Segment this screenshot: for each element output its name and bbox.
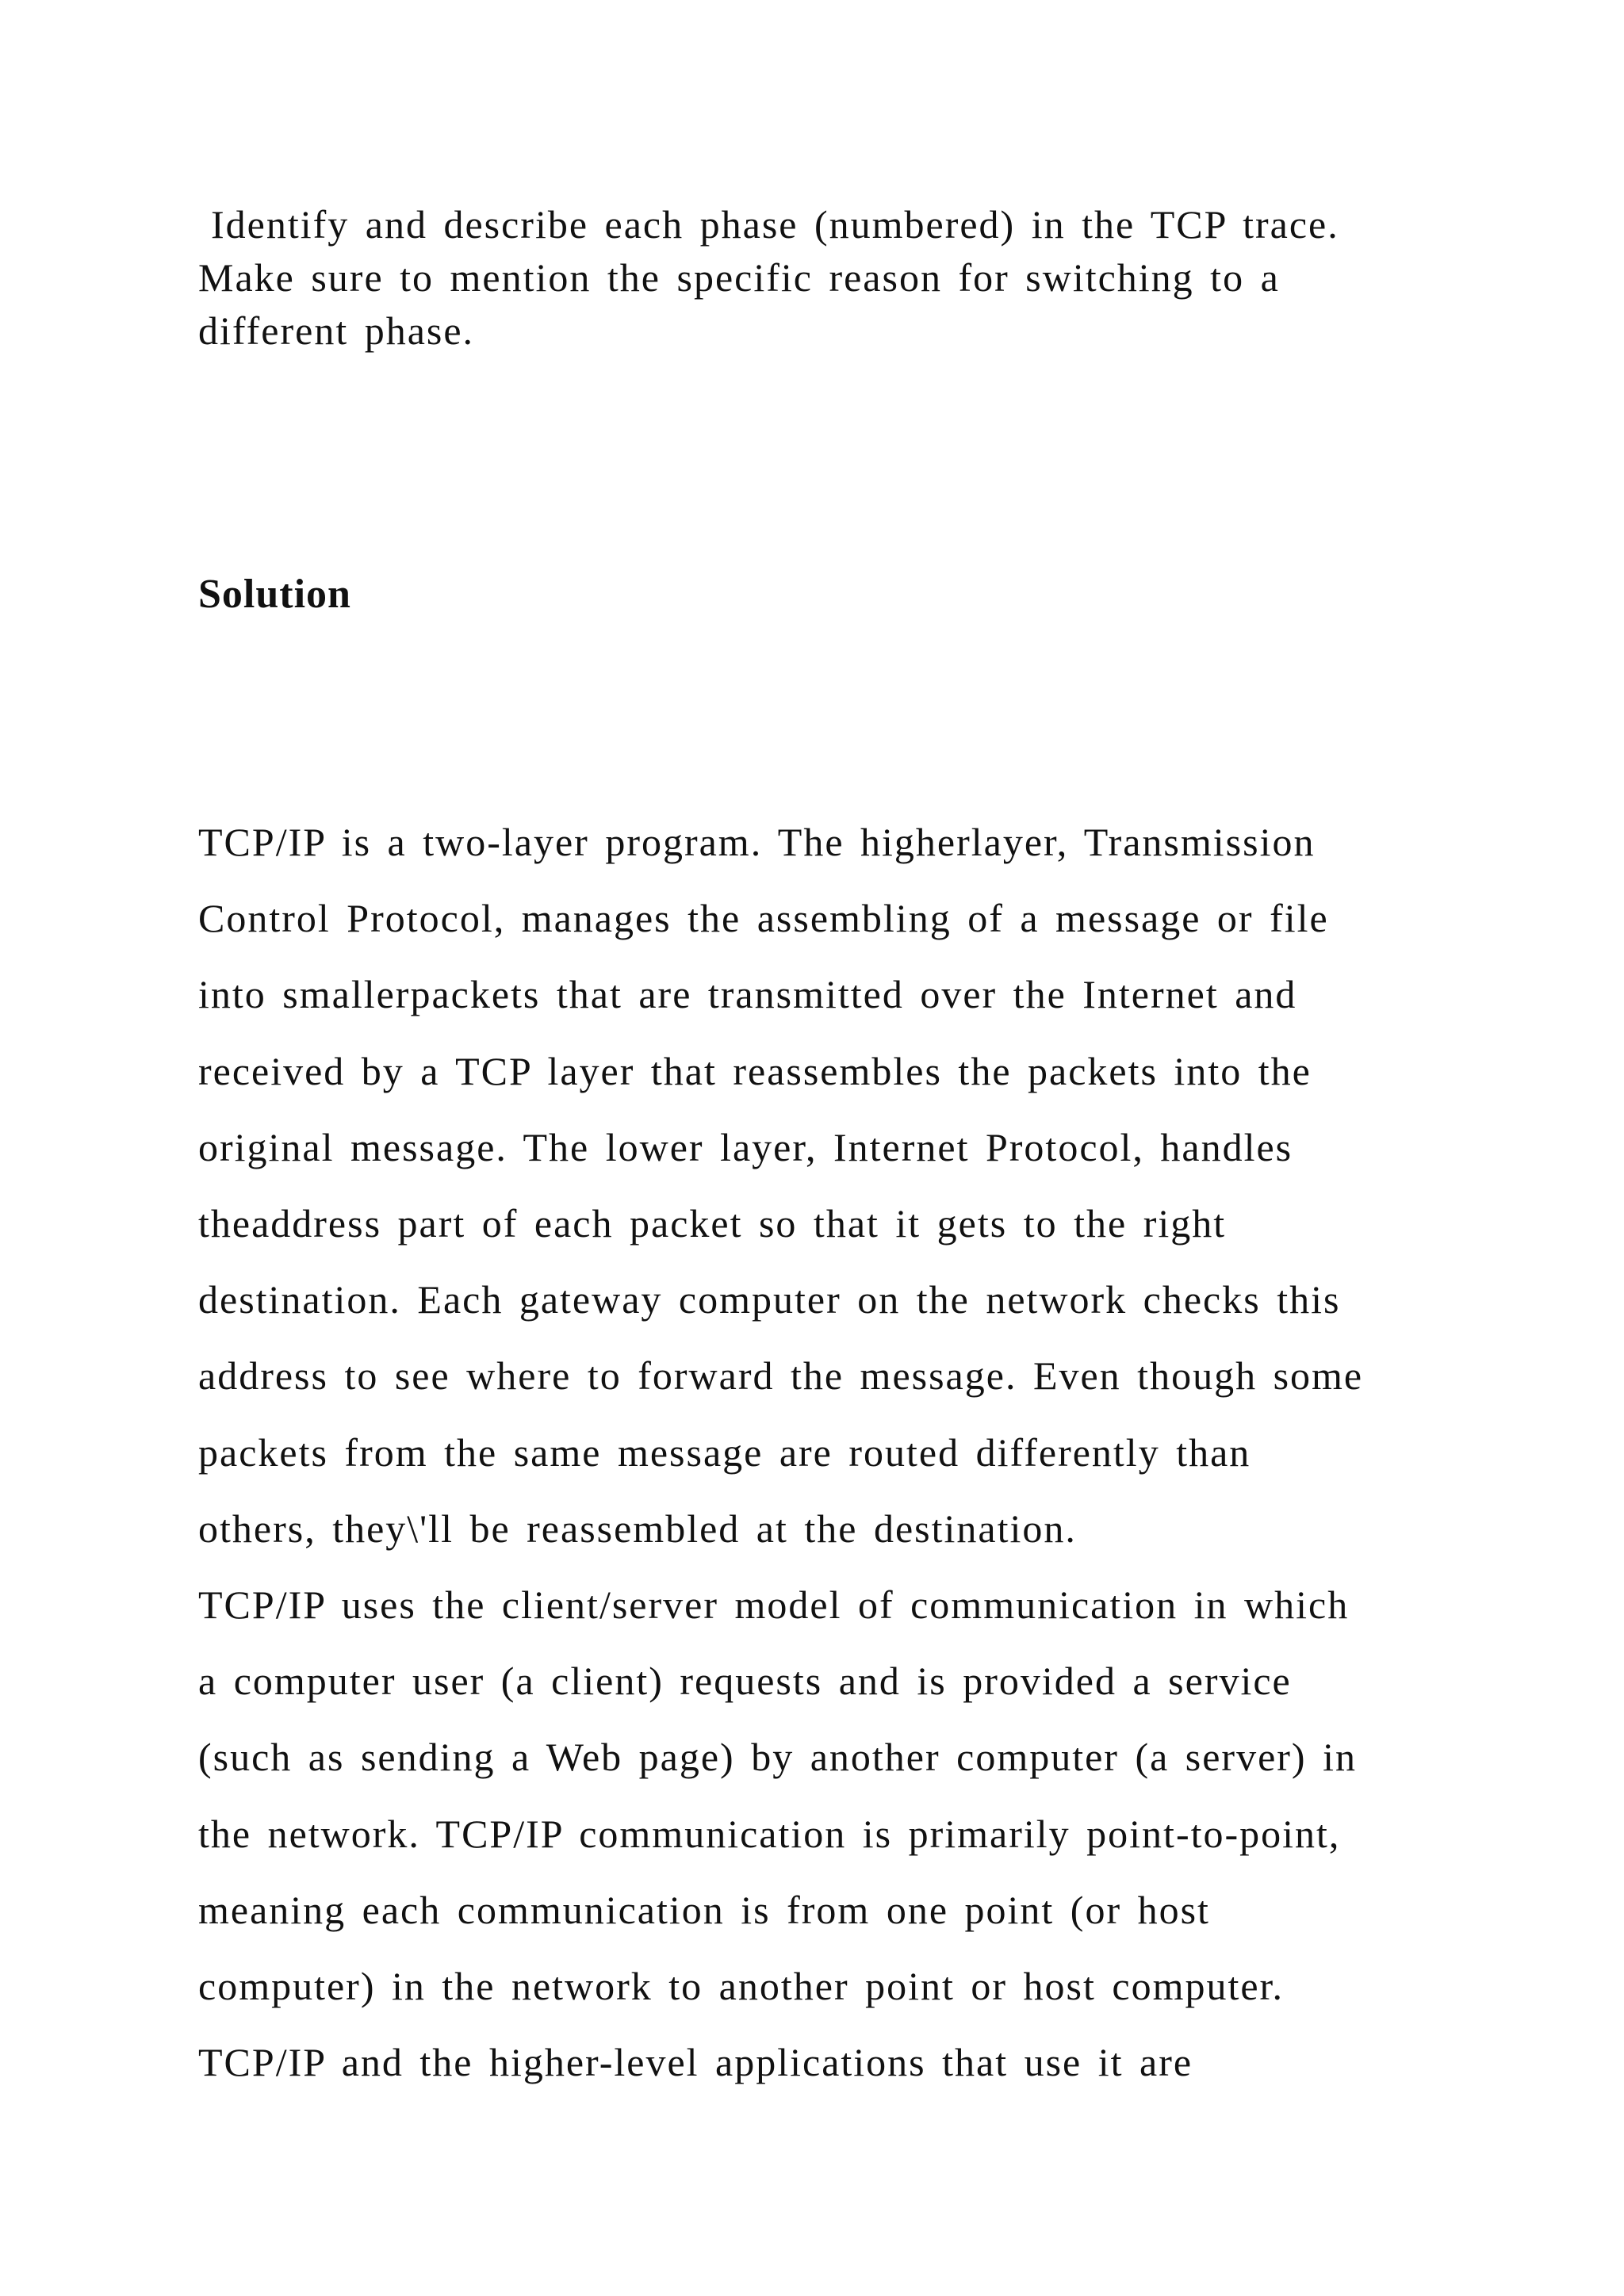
solution-line: (such as sending a Web page) by another computer (a server) in: [198, 1735, 1357, 1780]
solution-line: meaning each communication is from one point (or host: [198, 1887, 1210, 1932]
solution-line: address to see where to forward the message. Even though some: [198, 1353, 1364, 1399]
solution-line: others, they\'ll be reassembled at the destination.: [198, 1506, 1077, 1551]
question-line: Make sure to mention the specific reason for switching to a: [198, 255, 1280, 300]
solution-line: original message. The lower layer, Internet Protocol, handles: [198, 1124, 1293, 1169]
solution-line: TCP/IP is a two-layer program. The higherlayer, Transmission: [198, 820, 1316, 864]
solution-body: [198, 804, 1467, 2100]
solution-line: packets from the same message are routed differently than: [198, 1429, 1251, 1475]
question-paragraph: [198, 198, 1435, 358]
question-line: Identify and describe each phase (numbered) in the TCP trace.: [211, 202, 1339, 247]
solution-line: Control Protocol, manages the assembling of a message or file: [198, 896, 1329, 941]
solution-line: the network. TCP/IP communication is primarily point-to-point,: [198, 1811, 1341, 1856]
question-line: different phase.: [198, 308, 475, 353]
solution-line: a computer user (a client) requests and is provided a service: [198, 1659, 1292, 1704]
solution-line: theaddress part of each packet so that it gets to the right: [198, 1201, 1227, 1246]
solution-line: received by a TCP layer that reassembles the packets into the: [198, 1048, 1312, 1093]
solution-line: TCP/IP and the higher-level applications that use it are: [198, 2040, 1193, 2085]
solution-line: destination. Each gateway computer on the network checks this: [198, 1277, 1341, 1322]
solution-line: computer) in the network to another point or host computer.: [198, 1964, 1284, 2009]
solution-line: TCP/IP uses the client/server model of communication in which: [198, 1582, 1350, 1628]
solution-heading: Solution: [198, 572, 351, 617]
solution-line: into smallerpackets that are transmitted over the Internet and: [198, 972, 1297, 1017]
